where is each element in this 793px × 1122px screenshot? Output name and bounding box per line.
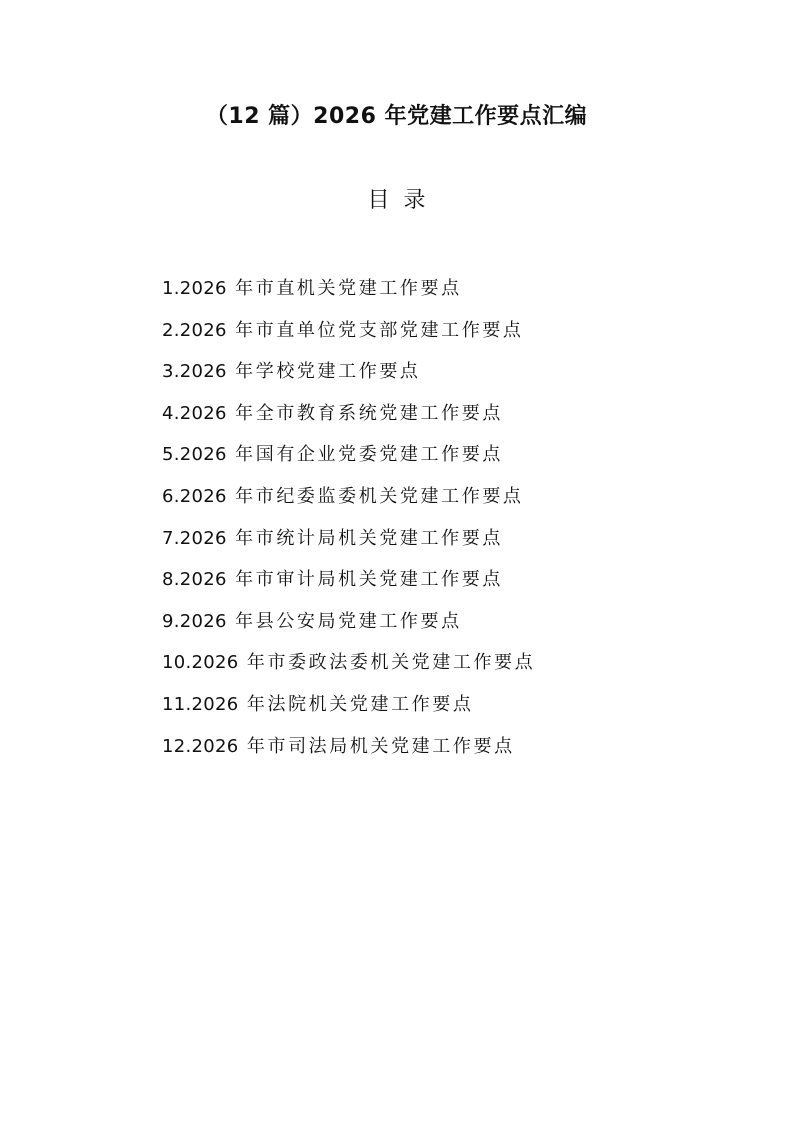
toc-item-text: 年市委政法委机关党建工作要点 bbox=[238, 652, 536, 674]
toc-item-text: 年市审计局机关党建工作要点 bbox=[226, 569, 503, 591]
toc-item-text: 年法院机关党建工作要点 bbox=[238, 693, 474, 715]
toc-item-number: 9.2026 bbox=[162, 610, 227, 632]
toc-item bbox=[162, 393, 722, 435]
toc-item-text: 年县公安局党建工作要点 bbox=[226, 610, 462, 632]
toc-item-number: 5.2026 bbox=[162, 444, 227, 466]
toc-item-text: 年市直单位党支部党建工作要点 bbox=[226, 319, 524, 341]
toc-item-number: 11.2026 bbox=[162, 693, 239, 715]
toc-item bbox=[162, 476, 722, 518]
toc-item-text: 年市纪委监委机关党建工作要点 bbox=[226, 485, 524, 507]
toc-list bbox=[162, 268, 722, 767]
toc-item bbox=[162, 310, 722, 352]
toc-item-text: 年市直机关党建工作要点 bbox=[226, 278, 462, 299]
toc-item-number: 10.2026 bbox=[162, 652, 239, 674]
toc-item-text: 年全市教育系统党建工作要点 bbox=[226, 402, 503, 424]
toc-item bbox=[162, 351, 722, 393]
toc-item-text: 年市司法局机关党建工作要点 bbox=[238, 735, 515, 757]
toc-item bbox=[162, 559, 722, 601]
toc-item-number: 1.2026 bbox=[162, 278, 227, 299]
toc-item bbox=[162, 642, 722, 684]
toc-item-number: 3.2026 bbox=[162, 361, 227, 383]
toc-item-number: 8.2026 bbox=[162, 569, 227, 591]
document-title: （12 篇）2026 年党建工作要点汇编 bbox=[205, 104, 588, 129]
toc-item-number: 12.2026 bbox=[162, 735, 239, 757]
toc-item-text: 年市统计局机关党建工作要点 bbox=[226, 527, 503, 549]
toc-item-text: 年国有企业党委党建工作要点 bbox=[226, 444, 503, 466]
toc-item-text: 年学校党建工作要点 bbox=[226, 361, 421, 383]
toc-item-number: 6.2026 bbox=[162, 485, 227, 507]
toc-item bbox=[162, 601, 722, 643]
toc-item-number: 7.2026 bbox=[162, 527, 227, 549]
toc-item bbox=[162, 518, 722, 560]
toc-heading: 目录 bbox=[367, 188, 440, 213]
toc-item bbox=[162, 726, 722, 768]
toc-item bbox=[162, 684, 722, 726]
toc-item bbox=[162, 434, 722, 476]
toc-item-number: 2.2026 bbox=[162, 319, 227, 341]
toc-item-number: 4.2026 bbox=[162, 402, 227, 424]
toc-item bbox=[162, 268, 722, 310]
